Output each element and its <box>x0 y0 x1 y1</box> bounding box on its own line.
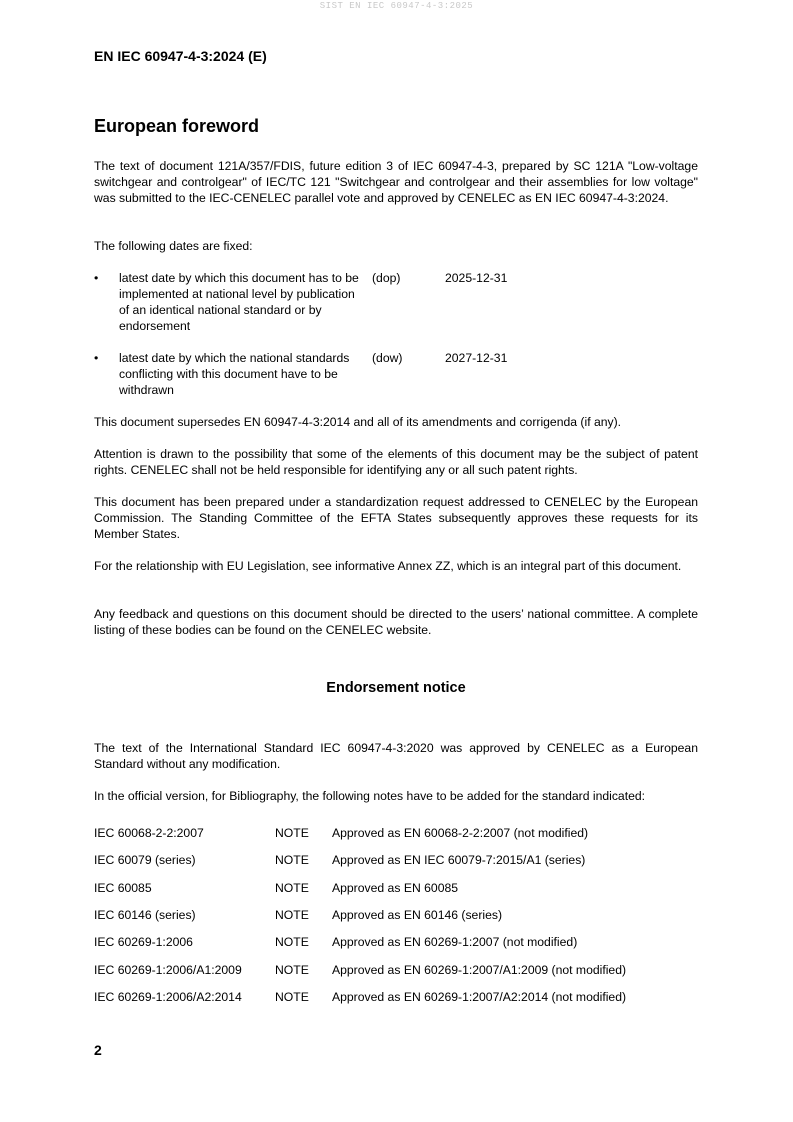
bibliography-note-row <box>94 852 698 868</box>
note-text: Approved as EN 60269-1:2007/A2:2014 (not modified) <box>332 990 627 1004</box>
note-text: Approved as EN IEC 60079-7:2015/A1 (series) <box>332 853 586 867</box>
bibliography-note-row <box>94 907 698 923</box>
date-item-text: latest date by which this document has to be implemented at national level by publication of an identical national standard or by endorsement <box>119 271 359 333</box>
bullet-icon: • <box>94 351 99 365</box>
date-item-code: (dop) <box>372 271 401 285</box>
page-number: 2 <box>94 1042 102 1058</box>
document-identifier: EN IEC 60947-4-3:2024 (E) <box>94 48 267 64</box>
foreword-intro-paragraph: The text of document 121A/357/FDIS, future edition 3 of IEC 60947-4-3, prepared by SC 121A "Low-voltage switchgear and controlgear" of IEC/TC 121 "Switchgear and controlgear and their assemblies for low voltage" was submitted to the IEC-CENELEC parallel vote and approved by CENELEC as EN IEC 60947-4-3:2024. <box>94 159 698 205</box>
bibliography-note-row <box>94 880 698 896</box>
patent-paragraph: Attention is drawn to the possibility that some of the elements of this document may be the subject of patent rights. CENELEC shall not be held responsible for identifying any or all such patent rights. <box>94 447 698 477</box>
note-text: Approved as EN 60085 <box>332 881 459 895</box>
foreword-title: European foreword <box>94 116 260 136</box>
feedback-paragraph: Any feedback and questions on this document should be directed to the users’ national committee. A complete listing of these bodies can be found on the CENELEC website. <box>94 607 698 637</box>
eu-legislation-paragraph: For the relationship with EU Legislation, see informative Annex ZZ, which is an integral part of this document. <box>94 559 682 573</box>
note-label: NOTE <box>275 990 309 1004</box>
note-label: NOTE <box>275 963 309 977</box>
bullet-icon: • <box>94 271 99 285</box>
watermark: SIST EN IEC 60947-4-3:2025 <box>319 1 474 11</box>
note-text: Approved as EN 60068-2-2:2007 (not modified) <box>332 826 589 840</box>
note-text: Approved as EN 60269-1:2007 (not modified) <box>332 935 578 949</box>
endorsement-paragraph: The text of the International Standard IEC 60947-4-3:2020 was approved by CENELEC as a European Standard without any modification. <box>94 741 698 771</box>
note-standard: IEC 60269-1:2006/A1:2009 <box>94 963 242 977</box>
note-standard: IEC 60269-1:2006 <box>94 935 193 949</box>
date-item-date: 2027-12-31 <box>445 351 508 365</box>
note-label: NOTE <box>275 853 309 867</box>
note-text: Approved as EN 60269-1:2007/A1:2009 (not modified) <box>332 963 627 977</box>
dates-intro-paragraph: The following dates are fixed: <box>94 239 253 253</box>
bibliography-note-row <box>94 934 698 950</box>
note-text: Approved as EN 60146 (series) <box>332 908 503 922</box>
bibliography-note-row <box>94 825 698 841</box>
date-item-date: 2025-12-31 <box>445 271 508 285</box>
notes-intro-paragraph: In the official version, for Bibliography, the following notes have to be added for the standard indicated: <box>94 789 646 803</box>
note-label: NOTE <box>275 881 309 895</box>
note-label: NOTE <box>275 908 309 922</box>
date-item-text: latest date by which the national standards conflicting with this document have to be withdrawn <box>119 351 350 397</box>
note-standard: IEC 60079 (series) <box>94 853 196 867</box>
supersedes-paragraph: This document supersedes EN 60947-4-3:2014 and all of its amendments and corrigenda (if any). <box>94 415 622 429</box>
note-label: NOTE <box>275 826 309 840</box>
endorsement-title: Endorsement notice <box>326 680 466 696</box>
note-standard: IEC 60068-2-2:2007 <box>94 826 204 840</box>
bibliography-note-row <box>94 962 698 978</box>
note-label: NOTE <box>275 935 309 949</box>
date-item-code: (dow) <box>372 351 403 365</box>
note-standard: IEC 60146 (series) <box>94 908 196 922</box>
note-standard: IEC 60085 <box>94 881 152 895</box>
standardization-request-paragraph: This document has been prepared under a standardization request addressed to CENELEC by the European Commission. The Standing Committee of the EFTA States subsequently approves these requests for its Member States. <box>94 495 698 541</box>
note-standard: IEC 60269-1:2006/A2:2014 <box>94 990 242 1004</box>
bibliography-note-row <box>94 989 698 1005</box>
